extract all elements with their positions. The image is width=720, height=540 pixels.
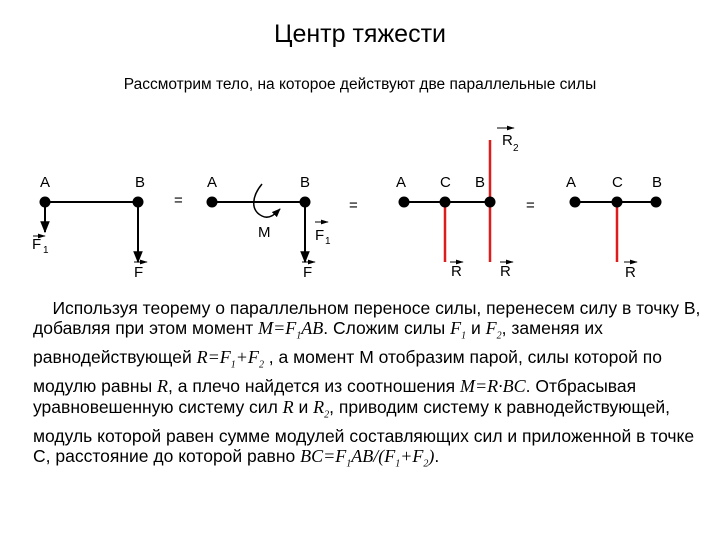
point-a — [207, 197, 218, 208]
label-f1: F — [315, 227, 325, 244]
label-f1: F — [32, 236, 42, 253]
point-a — [570, 197, 581, 208]
label-a: A — [207, 174, 218, 191]
label-c: C — [612, 174, 623, 191]
diagram-2 — [207, 174, 332, 281]
equals-1: = — [174, 192, 183, 209]
label-b: B — [475, 174, 486, 191]
point-b — [651, 197, 662, 208]
label-r2: R — [502, 132, 513, 149]
explanation-text: Используя теорему о параллельном переносе силы, перенесем силу в точку B, добавляя при этом момент $M=F_1AB$. Сложим силы $F_1$ и $F_2$, заменяя их равнодействующей $R=F_1+F_2$ , а момент M отобразим парой, силы которой по модулю равны R, а плечо найдется из соотношения M=R∙BC. Отбрасывая уравновешенную систему сил R и $R_2$, приводим систему к равнодействующей, модуль которой равен сумме модулей составляющих сил и приложенной в точке C, расстояние до которой равно $BC=F_1AB/(F_1+F_2)$. — [33, 298, 701, 470]
label-f: F — [134, 264, 144, 281]
label-r2-sub: 2 — [513, 143, 519, 154]
label-r: R — [451, 263, 462, 280]
equals-3: = — [526, 197, 535, 214]
diagram-3 — [396, 128, 519, 280]
label-b: B — [135, 174, 146, 191]
moment-arc — [254, 184, 280, 217]
point-c — [612, 197, 623, 208]
label-r: R — [625, 264, 636, 281]
label-f: F — [303, 264, 313, 281]
label-f1-sub: 1 — [43, 245, 49, 256]
diagram-1 — [32, 174, 147, 281]
label-m: M — [258, 224, 271, 241]
label-a: A — [396, 174, 407, 191]
label-r: R — [500, 263, 511, 280]
equals-2: = — [349, 197, 358, 214]
label-a: A — [40, 174, 51, 191]
diagram-4 — [566, 174, 662, 281]
label-b: B — [300, 174, 311, 191]
slide-title: Центр тяжести — [273, 20, 447, 48]
label-b: B — [652, 174, 663, 191]
slide-subtitle: Рассмотрим тело, на которое действуют две параллельные силы — [123, 76, 597, 93]
label-c: C — [440, 174, 451, 191]
point-c — [440, 197, 451, 208]
point-b — [485, 197, 496, 208]
point-a — [399, 197, 410, 208]
label-a: A — [566, 174, 577, 191]
label-f1-sub: 1 — [325, 236, 331, 247]
